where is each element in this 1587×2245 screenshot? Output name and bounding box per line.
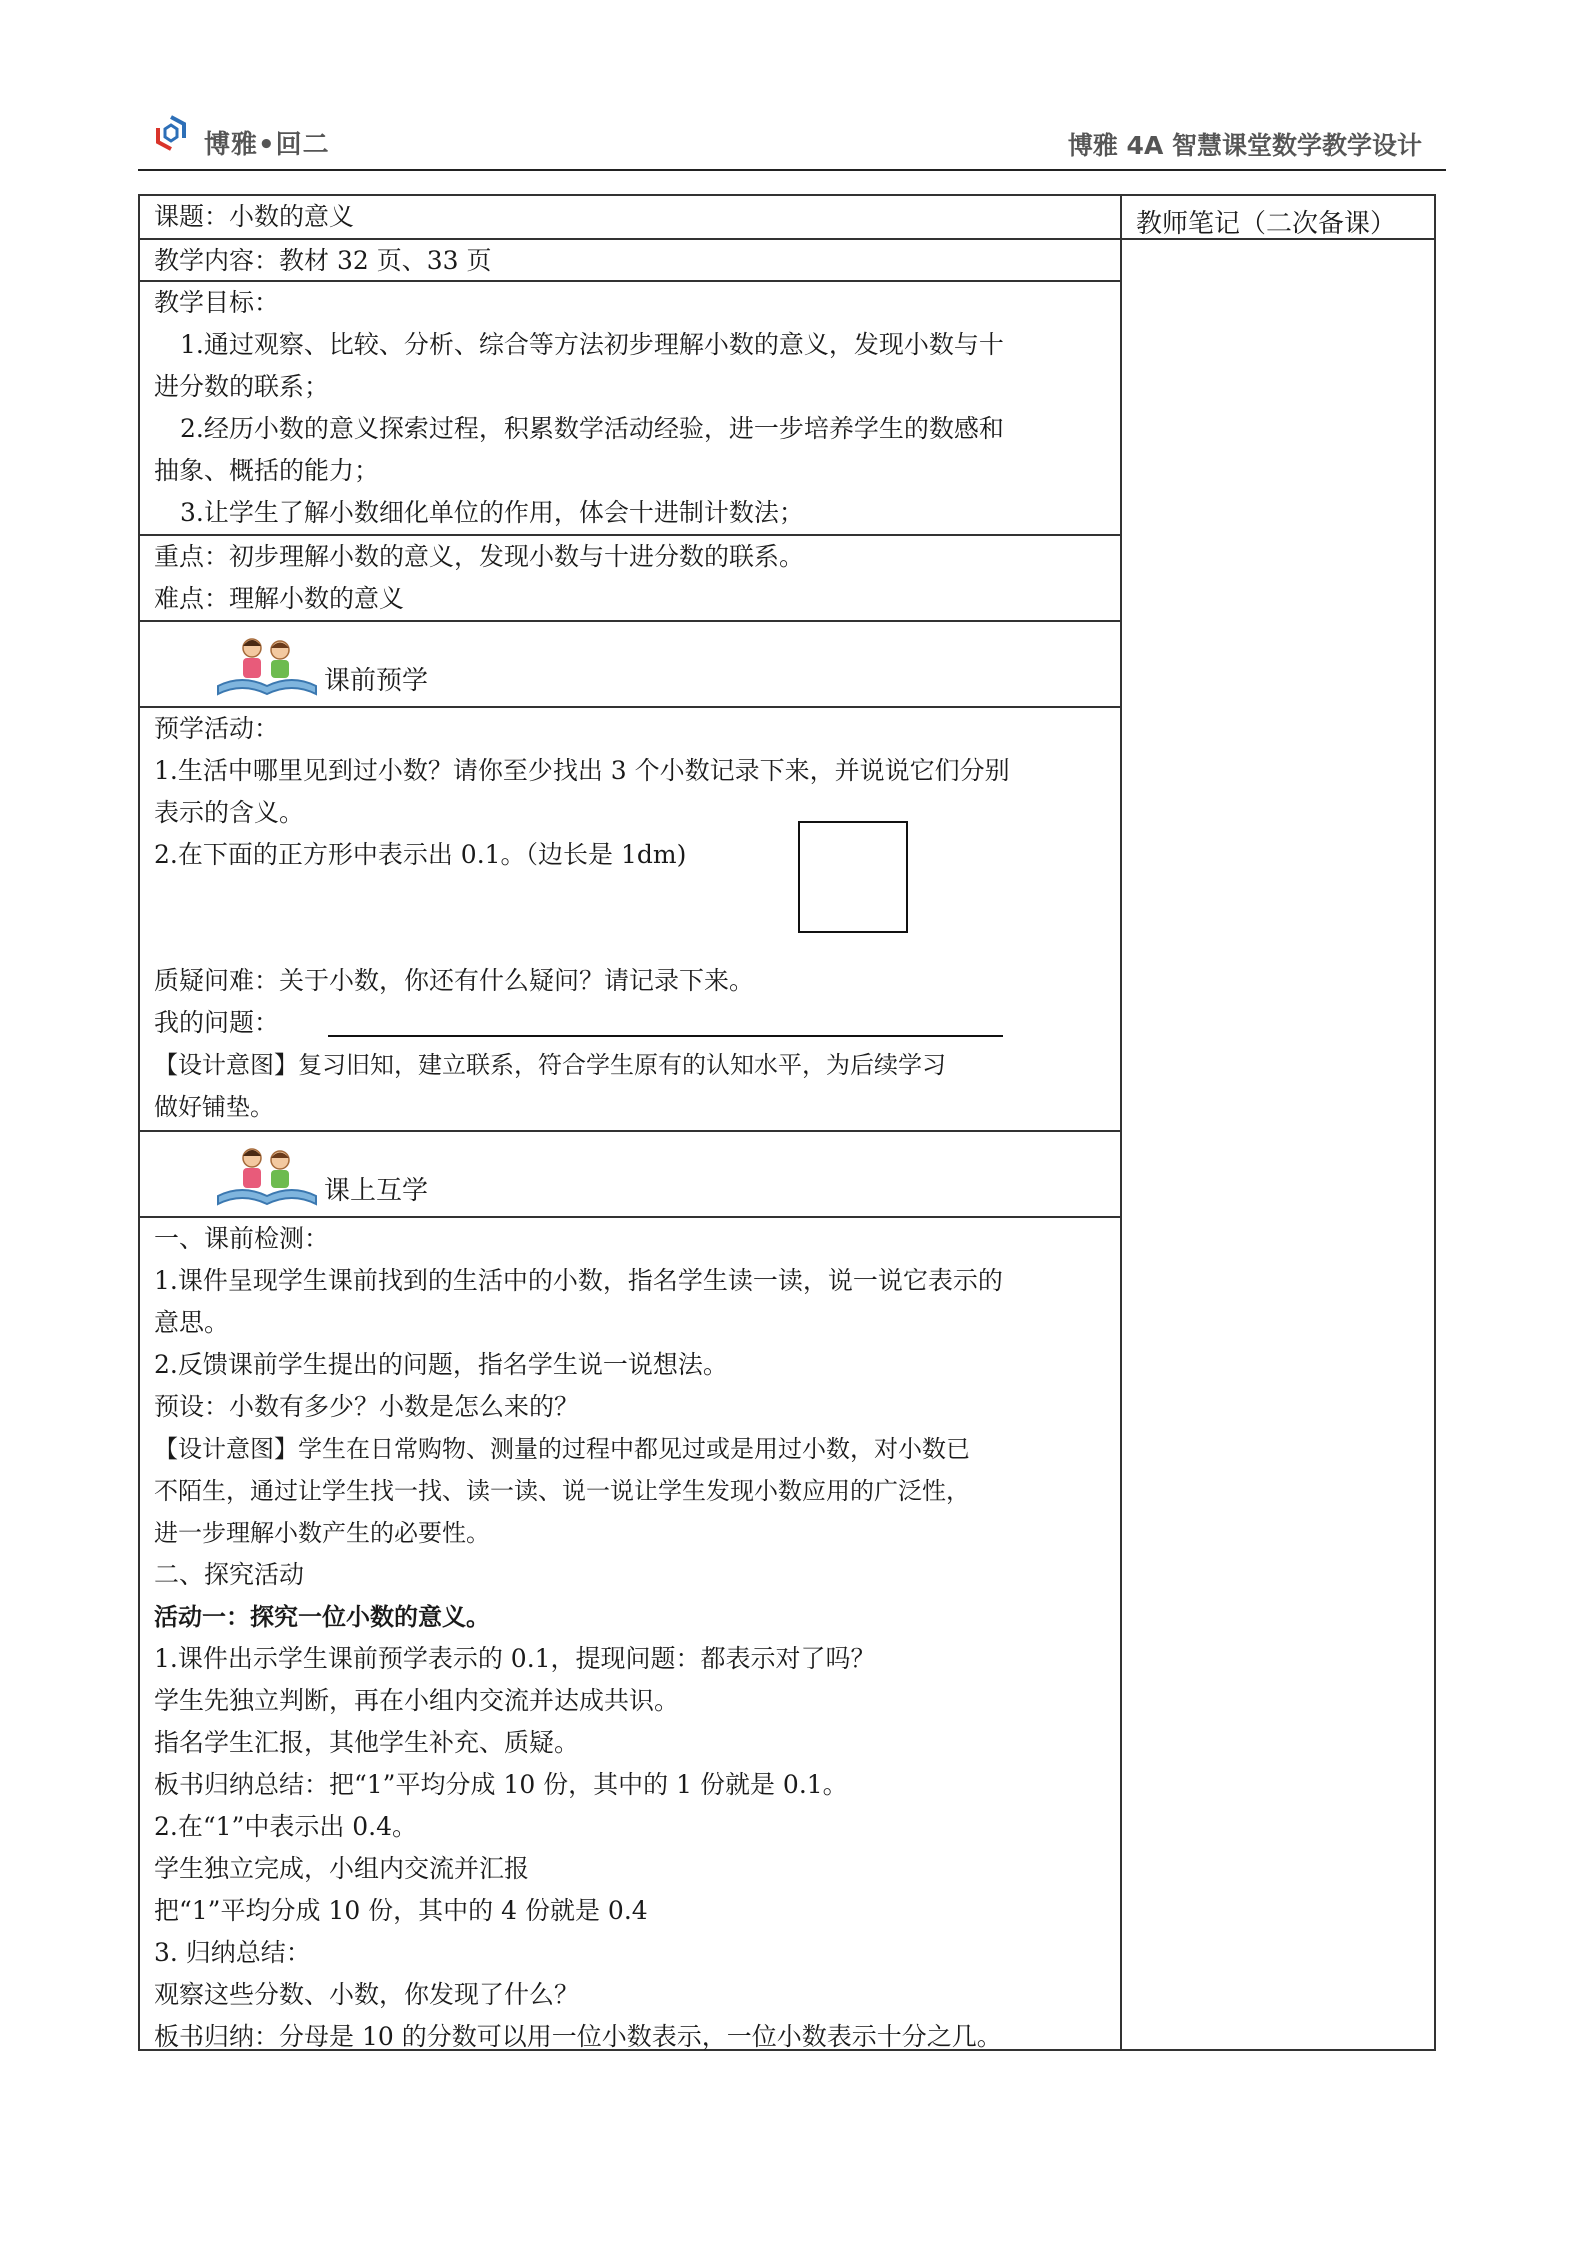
text-line: 3. 归纳总结：: [154, 1938, 311, 1967]
lesson-title: 课题：小数的意义: [154, 202, 355, 231]
key-point: 重点：初步理解小数的意义，发现小数与十进分数的联系。: [154, 542, 805, 571]
lesson-table: [138, 194, 1436, 2051]
lesson-content-row: [140, 240, 1120, 282]
design-intent-line: 【设计意图】复习旧知，建立联系，符合学生原有的认知水平，为后续学习: [154, 1051, 946, 1079]
section-title: 课前预学: [324, 666, 429, 696]
children-reading-book-icon: [212, 1138, 322, 1212]
text-line: 观察这些分数、小数，你发现了什么？: [154, 1980, 580, 2009]
section-title: 课上互学: [324, 1176, 429, 1206]
text-line: 板书归纳总结：把“1”平均分成 10 份，其中的 1 份就是 0.1。: [154, 1770, 848, 1799]
lesson-column: [140, 196, 1122, 2049]
in-class-content: [140, 1218, 1120, 2051]
my-question-answer-line[interactable]: [328, 1035, 1003, 1037]
text-line: 2.反馈课前学生提出的问题，指名学生说一说想法。: [154, 1350, 728, 1379]
header-subtitle: 博雅 4A 智慧课堂数学教学设计: [1067, 131, 1422, 160]
design-intent-line: 【设计意图】学生在日常购物、测量的过程中都见过或是用过小数，对小数已: [154, 1435, 970, 1463]
brand-name: 博雅•回二: [204, 130, 330, 160]
text-line: 板书归纳：分母是 10 的分数可以用一位小数表示，一位小数表示十分之几。: [154, 2022, 1002, 2051]
difficulty-point: 难点：理解小数的意义: [154, 584, 405, 613]
goal-line: 抽象、概括的能力；: [154, 456, 380, 485]
goal-line: 1.通过观察、比较、分析、综合等方法初步理解小数的意义，发现小数与十: [180, 330, 1004, 359]
pre-study-content: [140, 708, 1120, 1132]
children-reading-book-icon: [212, 628, 322, 702]
pre-study-heading: 预学活动：: [154, 714, 280, 743]
part-heading: 二、探究活动: [154, 1560, 305, 1589]
brand-logo-icon: [154, 114, 188, 152]
text-line: 1.课件呈现学生课前找到的生活中的小数，指名学生读一读，说一说它表示的: [154, 1266, 1003, 1295]
text-line: 预设：小数有多少？小数是怎么来的？: [154, 1392, 580, 1421]
text-line: 学生独立完成，小组内交流并汇报: [154, 1854, 530, 1883]
text-line: 指名学生汇报，其他学生补充、质疑。: [154, 1728, 580, 1757]
section-pre-study-header: [140, 622, 1120, 708]
goal-line: 2.经历小数的意义探索过程，积累数学活动经验，进一步培养学生的数感和: [180, 414, 1004, 443]
activity-title: 活动一：探究一位小数的意义。: [154, 1603, 490, 1631]
text-line: 把“1”平均分成 10 份，其中的 4 份就是 0.4: [154, 1896, 648, 1925]
goal-line: 进分数的联系；: [154, 372, 330, 401]
goals-heading: 教学目标：: [154, 288, 280, 317]
page-header: [138, 112, 1446, 172]
text-line: 1.课件出示学生课前预学表示的 0.1，提现问题：都表示对了吗？: [154, 1644, 876, 1673]
teaching-goals-row: [140, 282, 1120, 536]
design-intent-line: 进一步理解小数产生的必要性。: [154, 1519, 490, 1547]
text-line: 表示的含义。: [154, 798, 305, 827]
text-line: 学生先独立判断，再在小组内交流并达成共识。: [154, 1686, 680, 1715]
answer-square-box[interactable]: [798, 821, 908, 933]
section-in-class-header: [140, 1132, 1120, 1218]
lesson-title-row: [140, 196, 1120, 240]
text-line: 1.生活中哪里见到过小数？请你至少找出 3 个小数记录下来，并说说它们分别: [154, 756, 1010, 785]
text-line: 我的问题：: [154, 1008, 280, 1037]
text-line: [154, 876, 1108, 960]
header-rule: [138, 169, 1446, 171]
key-points-row: [140, 536, 1120, 622]
lesson-content: 教学内容：教材 32 页、33 页: [154, 246, 492, 275]
goal-line: 3.让学生了解小数细化单位的作用，体会十进制计数法；: [180, 498, 804, 527]
text-line: 2.在下面的正方形中表示出 0.1。（边长是 1dm): [154, 840, 687, 869]
teacher-notes-header: 教师笔记（二次备课）: [1122, 196, 1434, 240]
design-intent-line: 做好铺垫。: [154, 1093, 274, 1121]
text-line: 意思。: [154, 1308, 230, 1337]
text-line: 2.在“1”中表示出 0.4。: [154, 1812, 418, 1841]
design-intent-line: 不陌生，通过让学生找一找、读一读、说一说让学生发现小数应用的广泛性，: [154, 1477, 970, 1505]
text-line: 质疑问难：关于小数，你还有什么疑问？请记录下来。: [154, 966, 755, 995]
text-line: 一、课前检测：: [154, 1224, 330, 1253]
